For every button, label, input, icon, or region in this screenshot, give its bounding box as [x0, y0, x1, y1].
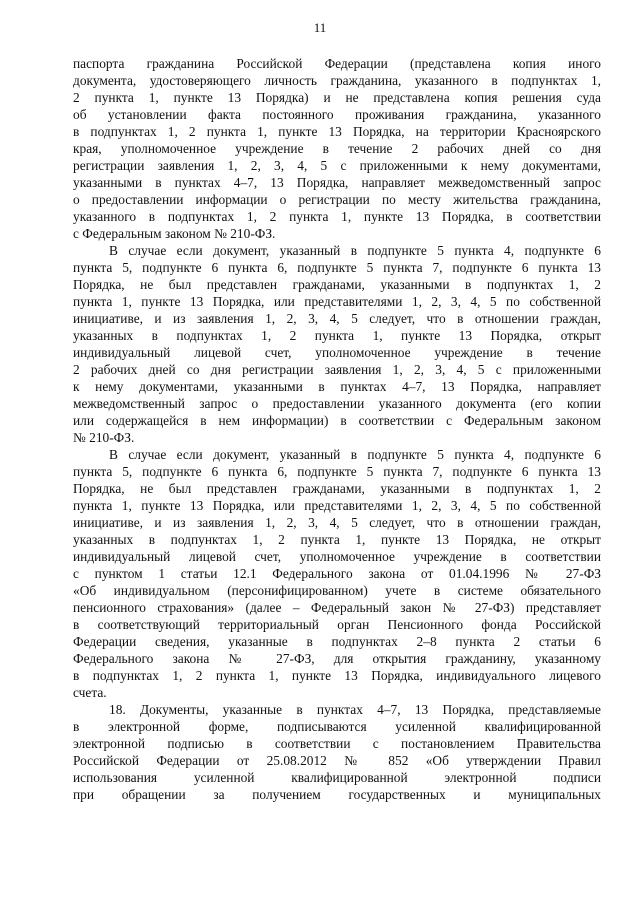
text-line: индивидуальный лицевой счет, уполномоченное учреждение в течение: [73, 345, 601, 360]
text-line: использования усиленной квалифицированной электронной подписи: [73, 770, 601, 785]
text-line: с Федеральным законом № 210-ФЗ.: [73, 226, 276, 241]
text-line: пункта 1, пункте 13 Порядка, или представителями 1, 2, 3, 4, 5 по собственной: [73, 294, 601, 309]
text-line: с пунктом 1 статьи 12.1 Федерального закона от 01.04.1996 № 27-ФЗ: [73, 566, 601, 581]
text-line: пункта 1, пункте 13 Порядка, или представителями 1, 2, 3, 4, 5 по собственной: [73, 498, 601, 513]
text-line: Порядка, не был представлен гражданами, указанными в подпунктах 1, 2: [73, 277, 601, 292]
text-line: края, уполномоченное учреждение в течение 2 рабочих дней со дня: [73, 141, 601, 156]
paragraph-1: [73, 55, 601, 242]
text-line: при обращении за получением государственных и муниципальных: [73, 787, 601, 802]
text-line: межведомственный запрос о предоставлении указанного документа (его копии: [73, 396, 601, 411]
text-line: № 210-ФЗ.: [73, 430, 135, 445]
text-line: Федерации сведения, указанные в подпунктах 2–8 пункта 2 статьи 6: [73, 634, 601, 649]
text-line: о предоставлении информации о регистрации по месту жительства гражданина,: [73, 192, 601, 207]
text-line: 18. Документы, указанные в пунктах 4–7, 13 Порядка, представляемые: [109, 702, 601, 717]
text-line: В случае если документ, указанный в подпункте 5 пункта 4, подпункте 6: [109, 447, 601, 462]
document-body: [73, 55, 601, 803]
text-line: указанного в подпунктах 1, 2 пункта 1, пункте 13 Порядка, в соответствии: [73, 209, 601, 224]
text-line: электронной подписью в соответствии с постановлением Правительства: [73, 736, 601, 751]
text-line: в подпунктах 1, 2 пункта 1, пункте 13 Порядка, индивидуального лицевого: [73, 668, 601, 683]
text-line: пункта 5, подпункте 6 пункта 6, подпункте 5 пункта 7, подпункте 6 пункта 13: [73, 260, 601, 275]
text-line: счета.: [73, 685, 107, 700]
text-line: указанными в пунктах 4–7, 13 Порядка, направляет межведомственный запрос: [73, 175, 601, 190]
text-line: в подпунктах 1, 2 пункта 1, пункте 13 Порядка, на территории Красноярского: [73, 124, 601, 139]
text-line: регистрации заявления 1, 2, 3, 4, 5 с приложенными к нему документами,: [73, 158, 601, 173]
text-line: в электронной форме, подписываются усиленной квалифицированной: [73, 719, 601, 734]
text-line: об установлении факта постоянного проживания гражданина, указанного: [73, 107, 601, 122]
text-line: инициативе, и из заявления 1, 2, 3, 4, 5 следует, что в отношении граждан,: [73, 515, 601, 530]
text-line: Российской Федерации от 25.08.2012 № 852 «Об утверждении Правил: [73, 753, 601, 768]
text-line: указанных в подпунктах 1, 2 пункта 1, пункте 13 Порядка, открыт: [73, 328, 601, 343]
page-number: 11: [313, 20, 327, 35]
paragraph-3: [73, 446, 601, 701]
text-line: или содержащейся в нем информации) в соответствии с Федеральным законом: [73, 413, 601, 428]
text-line: индивидуальный лицевой счет, уполномоченное учреждение в соответствии: [73, 549, 601, 564]
text-line: инициативе, и из заявления 1, 2, 3, 4, 5 следует, что в отношении граждан,: [73, 311, 601, 326]
text-line: 2 пункта 1, пункте 13 Порядка) и не представлена копия решения суда: [73, 90, 601, 105]
text-line: Федерального закона № 27-ФЗ, для открытия гражданину, указанному: [73, 651, 601, 666]
text-line: указанных в подпунктах 1, 2 пункта 1, пункте 13 Порядка, не открыт: [73, 532, 601, 547]
text-line: пункта 5, подпункте 6 пункта 6, подпункте 5 пункта 7, подпункте 6 пункта 13: [73, 464, 601, 479]
text-line: 2 рабочих дней со дня регистрации заявления 1, 2, 3, 4, 5 с приложенными: [73, 362, 601, 377]
text-line: пенсионного страхования» (далее – Федеральный закон № 27-ФЗ) представляет: [73, 600, 601, 615]
text-line: В случае если документ, указанный в подпункте 5 пункта 4, подпункте 6: [109, 243, 601, 258]
paragraph-4: [73, 701, 601, 803]
text-line: паспорта гражданина Российской Федерации (представлена копия иного: [73, 56, 601, 71]
paragraph-2: [73, 242, 601, 446]
text-line: «Об индивидуальном (персонифицированном) учете в системе обязательного: [73, 583, 601, 598]
text-line: в соответствующий территориальный орган Пенсионного фонда Российской: [73, 617, 601, 632]
text-line: к нему документами, указанными в пунктах 4–7, 13 Порядка, направляет: [73, 379, 601, 394]
text-line: Порядка, не был представлен гражданами, указанными в подпунктах 1, 2: [73, 481, 601, 496]
text-line: документа, удостоверяющего личность гражданина, указанного в подпунктах 1,: [73, 73, 601, 88]
